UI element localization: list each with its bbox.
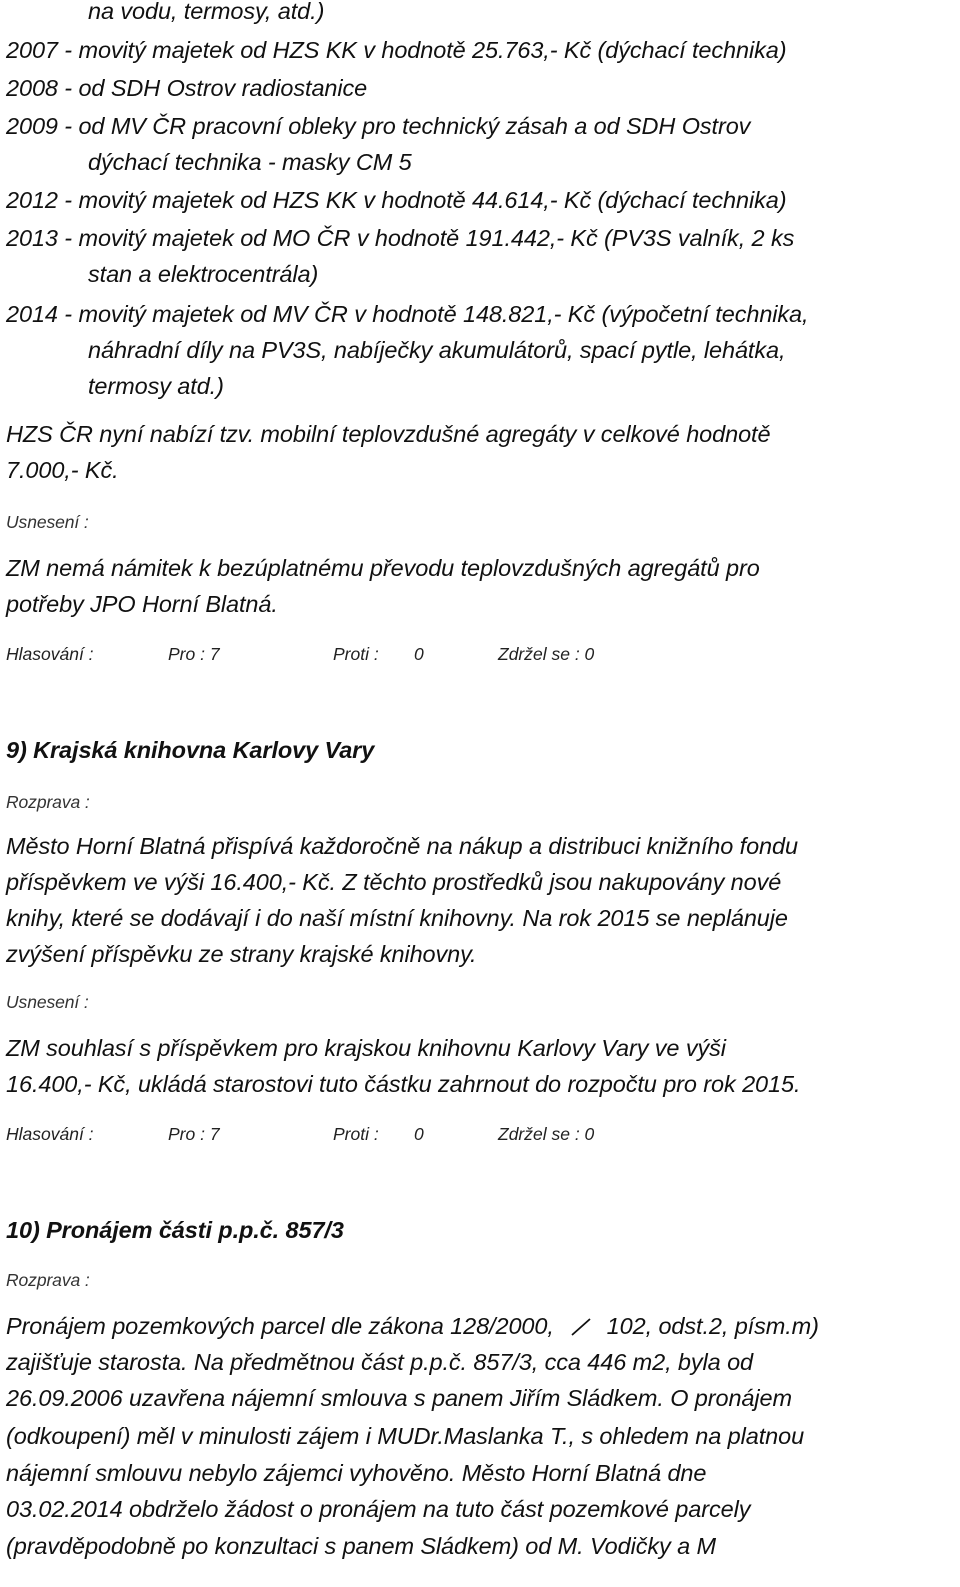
- vote-label: Hlasování :: [6, 644, 94, 664]
- resolution-line: potřeby JPO Horní Blatná.: [6, 591, 278, 617]
- rozprava-label: Rozprava :: [6, 792, 90, 812]
- vote-proti-value: 0: [414, 1124, 424, 1144]
- discussion-line: 03.02.2014 obdrželo žádost o pronájem na tuto část pozemkové parcely: [6, 1496, 751, 1522]
- discussion-text: Pronájem pozemkových parcel dle zákona 128/2000,: [6, 1313, 554, 1339]
- discussion-text: 102, odst.2, písm.m): [606, 1313, 819, 1339]
- text-line: HZS ČR nyní nabízí tzv. mobilní teplovzdušné agregáty v celkové hodnotě: [6, 421, 771, 447]
- discussion-line: zvýšení příspěvku ze strany krajské knihovny.: [6, 941, 477, 967]
- resolution-line: ZM souhlasí s příspěvkem pro krajskou knihovnu Karlovy Vary ve výši: [6, 1035, 726, 1061]
- text-line: 2008 - od SDH Ostrov radiostanice: [6, 75, 368, 101]
- vote-zdrzel: Zdržel se : 0: [498, 1124, 595, 1144]
- text-line: 2009 - od MV ČR pracovní obleky pro technický zásah a od SDH Ostrov: [6, 113, 751, 139]
- discussion-line: knihy, které se dodávají i do naší místní knihovny. Na rok 2015 se neplánuje: [6, 905, 788, 931]
- vote-proti: Proti :: [333, 644, 379, 664]
- vote-pro: Pro : 7: [168, 1124, 220, 1144]
- section-heading: 9) Krajská knihovna Karlovy Vary: [6, 737, 375, 763]
- section-sign-placeholder-icon: [568, 1317, 594, 1337]
- text-line: 2007 - movitý majetek od HZS KK v hodnotě 25.763,- Kč (dýchací technika): [6, 37, 787, 63]
- text-line: 2012 - movitý majetek od HZS KK v hodnotě 44.614,- Kč (dýchací technika): [6, 187, 787, 213]
- discussion-line: 26.09.2006 uzavřena nájemní smlouva s panem Jiřím Sládkem. O pronájem: [6, 1385, 792, 1411]
- discussion-line: [6, 1308, 819, 1344]
- usneseni-label: Usnesení :: [6, 992, 89, 1012]
- section-heading: 10) Pronájem části p.p.č. 857/3: [6, 1217, 344, 1243]
- resolution-line: 16.400,- Kč, ukládá starostovi tuto částku zahrnout do rozpočtu pro rok 2015.: [6, 1071, 801, 1097]
- discussion-line: Město Horní Blatná přispívá každoročně na nákup a distribuci knižního fondu: [6, 833, 798, 859]
- vote-label: Hlasování :: [6, 1124, 94, 1144]
- text-line: stan a elektrocentrála): [88, 261, 319, 287]
- discussion-line: (odkoupení) měl v minulosti zájem i MUDr.Maslanka T., s ohledem na platnou: [6, 1423, 805, 1449]
- vote-pro: Pro : 7: [168, 644, 220, 664]
- text-line: náhradní díly na PV3S, nabíječky akumulátorů, spací pytle, lehátka,: [88, 337, 786, 363]
- resolution-line: ZM nemá námitek k bezúplatnému převodu teplovzdušných agregátů pro: [6, 555, 760, 581]
- usneseni-label: Usnesení :: [6, 512, 89, 532]
- rozprava-label: Rozprava :: [6, 1270, 90, 1290]
- vote-proti: Proti :: [333, 1124, 379, 1144]
- discussion-line: (pravděpodobně po konzultaci s panem Sládkem) od M. Vodičky a M: [6, 1533, 716, 1559]
- text-line: dýchací technika - masky CM 5: [88, 149, 412, 175]
- discussion-line: zajišťuje starosta. Na předmětnou část p.p.č. 857/3, cca 446 m2, byla od: [6, 1349, 754, 1375]
- vote-zdrzel: Zdržel se : 0: [498, 644, 595, 664]
- discussion-line: příspěvkem ve výši 16.400,- Kč. Z těchto prostředků jsou nakupovány nové: [6, 869, 782, 895]
- text-line: na vodu, termosy, atd.): [88, 0, 325, 24]
- discussion-line: nájemní smlouvu nebylo zájemci vyhověno. Město Horní Blatná dne: [6, 1460, 707, 1486]
- text-line: 2013 - movitý majetek od MO ČR v hodnotě 191.442,- Kč (PV3S valník, 2 ks: [6, 225, 795, 251]
- vote-proti-value: 0: [414, 644, 424, 664]
- text-line: 7.000,- Kč.: [6, 457, 119, 483]
- text-line: 2014 - movitý majetek od MV ČR v hodnotě 148.821,- Kč (výpočetní technika,: [6, 301, 809, 327]
- text-line: termosy atd.): [88, 373, 224, 399]
